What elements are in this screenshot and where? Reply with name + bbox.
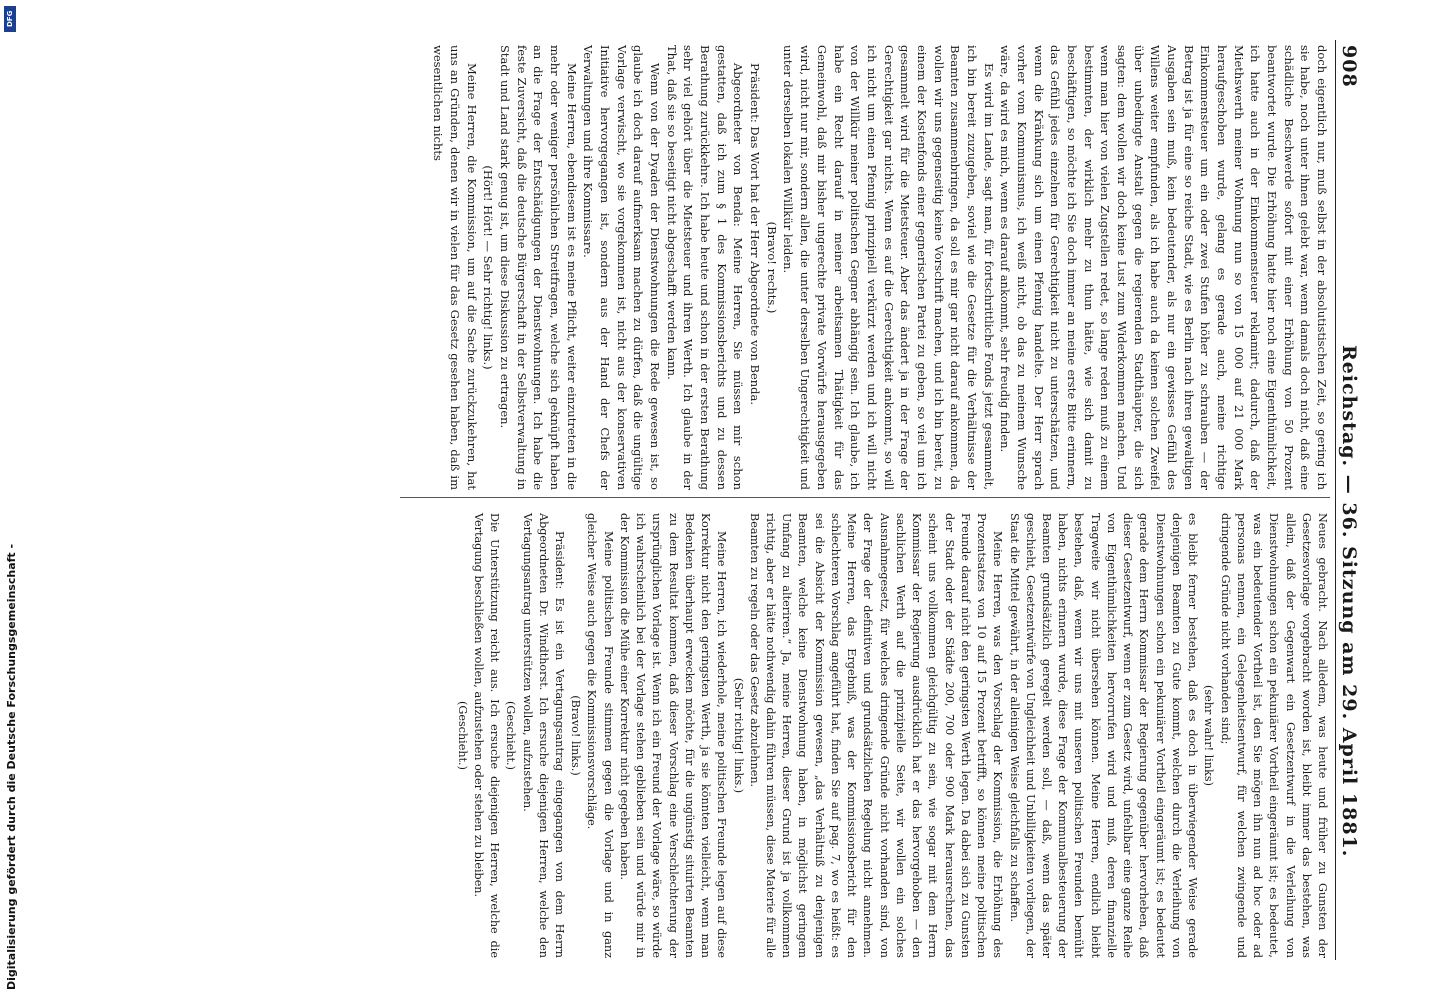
interjection: (Sehr richtig! links.)	[731, 677, 745, 794]
paragraph: Neues gebracht. Nach alledem, was heute und früher zu Gunsten der Gesetzesvorlage vorgebracht worden ist, bleibt immer das bestehen, was allein, daß der Gegenwart ein Gesetzentwurf in die Verleihung von Dienstwohnungen schon ein pekuniärer Vortheil eingeräumt ist; es bedeutet, was ein bedeutender Vortheil ist, den Sie mögen ihn nun ad hoc oder ad personas nennen, ein Gelegenheitsentwurf, für welchen zwingende und dringende Gründe nicht vorhanden sind;	[1218, 513, 1329, 958]
paragraph: Die Unterstützung reicht aus. Ich ersuche diejenigen Herren, welche die Vertagung beschließen wollen, aufzustehen oder stehen zu bleiben.	[471, 513, 502, 958]
footer-credit	[4, 410, 18, 990]
interjection: (Geschieht.)	[455, 701, 469, 770]
interjection: (sehr wahr! links)	[1202, 685, 1216, 786]
column-divider	[400, 497, 1330, 498]
interjection: (Geschieht.)	[504, 701, 518, 770]
paragraph: Meine Herren, die Kommission, um auf die Sache zurückzukehren, hat uns an Gründen, denen wir in vielen für das Gesetz gesehen haben, daß im wesentlichen nichts	[431, 45, 479, 490]
paragraph: Es wird im Lande, sagt man, für fortschrittliche Fonds jetzt gesammelt, ich bin bereit zuzugeben, soviel wie die Gesetze für die Verhältnisse der Beamten zusammenbringen, da soll es mir gar nicht darauf ankommen, da wollen wir uns gegenseitig keine Vorschrift machen, und ich bin bereit, zu einem der Kostenfonds einer gegnerischen Partei zu geben, so viel um ich gesammelt wird für die Mietsteuer. Aber das ändert ja in der Frage der Gerechtigkeit gar nichts. Wenn es auf die Gerechtigkeit ankommt, so will ich nicht um einen Pfennig prinzipiell verkürzt werden und ich will nicht von der Willkür meiner politischen Gegner abhängig sein. Ich glaube, ich habe ein Recht darauf in meiner arbeitsamen Thätigkeit für das Gemeinwohl, daß mir bisher ungerechte private Vorwürfe herausgegeben wird, nicht nur mir, sondern allen, die unter derselben Ungerechtigkeit und unter derselben lokalen Willkür leiden.	[781, 45, 996, 490]
paragraph: Meine Herren, ebendiesem ist es meine Pflicht, weiter einzutreten in die mehr oder weniger persönlichen Streitfragen, welche sich geknüpft haben an die Frage der Entschädigungen der Dienstwohnungen. Ich habe die feste Zuversicht, daß die deutsche Bürgerschaft in der Selbstverwaltung in Stadt und Land stark genug ist, um diese Diskussion zu ertragen.	[498, 45, 579, 490]
interjection: (Bravo! links.)	[569, 695, 583, 776]
paragraph: es bleibt ferner bestehen, daß es doch in überwiegender Weise gerade denjenigen Beamten zu Gute kommt, welchen durch die Verleihung von Dienstwohnungen schon ein pekuniärer Vortheil eingeräumt ist; es bedeutet gerade dem Herrn Kommissar der Regierung gegenüber hervorheben, daß dieser Gesetzentwurf, wenn er zum Gesetz wird, unfehlbar eine ganze Reihe von Eigenthümlichkeiten hervorrufen wird und muß, deren finanzielle Tragweite wir nicht übersehen können. Meine Herren, endlich bleibt bestehen, daß, wenn wir uns mit unseren politischen Freunden bemüht haben, nichts erinnern wurde, diese Frage der Kommunalbesteuerung der Beamten grundsätzlich geregelt werden soll, — daß, wenn das später geschieht, Gesetzentwürfe von Ungleichheit und Unbilligkeiten vorliegen, der Staat die Mittel gewährt, in der alleinigen Weise gleichfalls zu schaffen.	[1007, 513, 1200, 958]
footer-credit-text: Digitalisierung gefördert durch die Deutsche Forschungsgemeinschaft -	[5, 543, 18, 990]
page-number: 908	[1338, 45, 1360, 88]
interjection: (Hört! Hört! — Sehr richtig! links.)	[481, 165, 496, 370]
paragraph: doch eigentlich nur, muß selbst in der absolutistischen Zeit, so gering ich sie habe, noch unter ihnen gelebt war, wenn damals doch nicht, daß eine schädliche Beschwerde sofort mit einer Erhöhung von 50 Prozent beantwortet wurde. Die Erhöhung hatte hier noch eine Eigenthümlichkeit, ich hatte auch in der Einkommensteuer reklamirt; dadurch, daß der Miethswerth meiner Wohnung nun so von 15 000 auf 21 000 Mark heraufgeschoben wurde, gelang es gerade auch, meine richtige Einkommensteuer um ein oder zwei Stufen höher zu schrauben — der Betrag ist ja für eine so reiche Stadt, wie es Berlin nach ihren gewaltigen Ausgaben sein muß, kein bedeutender, als nur ein gewisses Gefühl des Willens weiter empfunden, als ich habe auch da keinen solchen Zweifel über unbedingte Anstalt gegen die regierenden Stadthäupter, die sich sagten: dem wollen wir doch keine Lust zum Widerkommen machen. Und wenn man hier von vielen Zugstellen redet, so lange reden muß zu einem bestimmten, der wirklich mehr zu thun hätte, wie sich damit zu beschäftigen, so möchte ich Sie doch immer an meine erste Bitte erinnern, das Gefühl jedes einzelnen für Gerechtigkeit nicht zu unterschätzen, und wenn die Kränkung sich um einen Pfennig handelte. Der Herr sprach vorher vom Kommunismus, ich weiß nicht, ob das zu meinem Wunsche wäre, da wird es mich, wenn es darauf ankommt, sehr freudig finden.	[998, 45, 1329, 490]
interjection: (Bravo! rechts.)	[764, 221, 779, 314]
paragraph: Wenn von der Dyaden der Dienstwohnungen die Rede gewesen ist, so glaube ich doch darauf aufmerksam machen zu dürfen, daß die ungültige Vorlage verwischt, wo sie vorgekommen ist, nicht aus der konservativen Initiative hervorgegangen ist, sondern aus der Hand der Chefs der Verwaltungen und ihre Kommissare.	[581, 45, 663, 490]
page-title: Reichstag. — 36. Sitzung am 29. April 1881.	[1338, 345, 1360, 858]
paragraph: Meine politischen Freunde stimmen gegen die Vorlage und in ganz gleicher Weise auch gegen die Kommissionsvorschläge.	[585, 513, 615, 958]
paragraph: Meine Herren, was den Vorschlag der Kommission, die Erhöhung des Prozentsatzes von 10 auf 15 Prozent betrifft, so können meine politischen Freunde darauf nicht den geringsten Werth legen. Da dabei sich zu Gunsten der Stadt oder der Städte 200, 700 oder 900 Mark herausrechnen, das scheint uns vollkommen gleichgültig zu sein, wie sogar mit dem Herrn Kommissar der Regierung ausdrücklich hat er das hervorgehoben — den sachlichen Werth auf die prinzipielle Seite, wir wollen ein solches Ausnahmegesetz, für welches dringende Gründe nicht vorhanden sind, von der Frage der definitiven und grundsätzlichen Regelung nicht annehmen. Meine Herren, das Ergebniß, was der Kommissionsbericht für den schlechteren Vorschlag angeführt hat, finden Sie auf pag. 7, wo es heißt: es sei die Absicht der Kommission gewesen, „das Verhältniß zu denjenigen Beamten, welche keine Dienstwohnung haben, in möglichst geringem Umfang zu alteriren.“ Ja, meine Herren, dieser Grund ist ja vollkommen richtig, aber er hätte nothwendig dahin führen müssen, diese Materie für alle Beamten zu regeln oder das Gesetz abzulehnen.	[747, 513, 1005, 958]
speaker-paragraph: Präsident: Es ist ein Vertagungsantrag eingegangen von dem Herrn Abgeordneten Dr. Windthorst. Ich ersuche diejenigen Herren, welche den Vertagungsantrag unterstützen wollen, aufzustehen.	[520, 513, 566, 958]
speaker-paragraph: Abgeordneter von Benda: Meine Herren, Sie müssen mir schon gestatten, daß ich zum § 1 des Kommissionsberichts und zu dessen Berathung zurückkehre. Ich habe heute und schon in der ersten Berathung sehr viel gehört über die Mietsteuer und ihren Werth. Ich glaube in der That, daß sie so beseitigt nicht abgeschafft werden kann.	[664, 45, 746, 490]
dfg-logo: DFG	[4, 6, 16, 32]
right-column	[453, 513, 1330, 958]
header-rule	[1335, 40, 1336, 960]
left-column	[430, 45, 1330, 490]
speaker-paragraph: Präsident: Das Wort hat der Herr Abgeordnete von Benda.	[748, 63, 763, 406]
paragraph: Meine Herren, ich wiederhole, meine politischen Freunde legen auf diese Korrektur nicht den geringsten Werth, ja sie könnten vielleicht, wenn man Bedenken überhaupt erwecken möchte, für die ungünstig situirten Beamten zu dem Resultat kommen, daß dieser Vorschlag eine Verschlechterung der ursprünglichen Vorlage ist. Wenn ich ein Freund der Vorlage wäre, so würde ich wahrscheinlich bei der Vorlage stehen geblieben sein und würde mir in der Kommission die Mühe einer Korrektur nicht gegeben haben.	[617, 513, 729, 958]
page-header	[1334, 45, 1362, 965]
